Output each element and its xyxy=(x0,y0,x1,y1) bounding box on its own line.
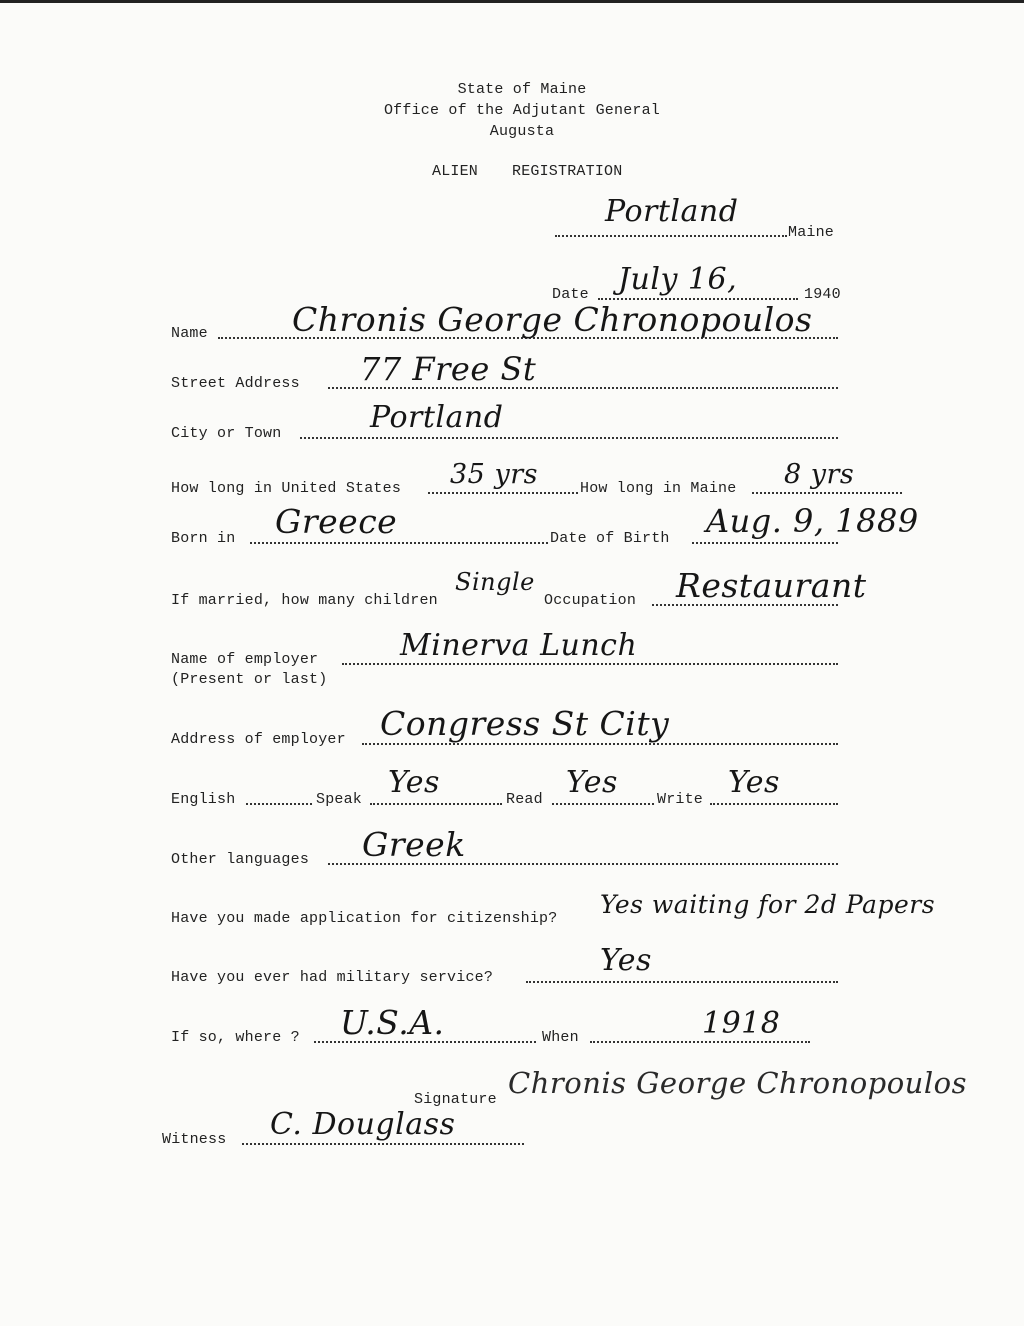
speak-value: Yes xyxy=(388,765,440,800)
born-in-label: Born in xyxy=(171,530,236,547)
witness-dots xyxy=(242,1143,524,1145)
date-value: July 16, xyxy=(618,262,738,297)
read-dots xyxy=(552,803,654,805)
header-state: State of Maine xyxy=(457,81,587,98)
how-long-maine-value: 8 yrs xyxy=(784,459,855,490)
date-year: 1940 xyxy=(804,286,841,303)
where-value: U.S.A. xyxy=(340,1003,445,1042)
place-value: Portland xyxy=(605,194,739,229)
write-value: Yes xyxy=(728,765,780,800)
military-value: Yes xyxy=(600,943,652,978)
how-long-maine-label: How long in Maine xyxy=(580,480,737,497)
name-label: Name xyxy=(171,325,208,342)
city-dots xyxy=(300,437,838,439)
citizenship-value: Yes waiting for 2d Papers xyxy=(600,890,936,919)
children-label: If married, how many children xyxy=(171,592,438,609)
born-in-value: Greece xyxy=(275,502,398,541)
date-label: Date xyxy=(552,286,589,303)
date-of-birth-value: Aug. 9, 1889 xyxy=(706,502,919,540)
when-dots xyxy=(590,1041,810,1043)
signature-value: Chronis George Chronopoulos xyxy=(508,1066,967,1100)
form-title-registration: REGISTRATION xyxy=(512,163,623,180)
employer-address-dots xyxy=(362,743,838,745)
place-dots xyxy=(555,235,787,237)
signature-label: Signature xyxy=(414,1091,497,1108)
other-languages-label: Other languages xyxy=(171,851,310,868)
write-label: Write xyxy=(657,791,704,808)
employer-value: Minerva Lunch xyxy=(400,628,638,663)
street-value: 77 Free St xyxy=(360,350,537,388)
occupation-value: Restaurant xyxy=(676,566,867,605)
read-label: Read xyxy=(506,791,543,808)
how-long-us-dots xyxy=(428,492,578,494)
when-value: 1918 xyxy=(702,1006,781,1041)
military-label: Have you ever had military service? xyxy=(171,969,494,986)
other-languages-value: Greek xyxy=(362,825,466,864)
employer-label: Name of employer xyxy=(171,651,319,668)
english-dots xyxy=(246,803,312,805)
date-of-birth-dots xyxy=(692,542,838,544)
write-dots xyxy=(710,803,838,805)
how-long-us-label: How long in United States xyxy=(171,480,402,497)
header-office: Office of the Adjutant General xyxy=(383,102,661,119)
born-in-dots xyxy=(250,542,548,544)
city-value: Portland xyxy=(370,400,504,435)
header-city: Augusta xyxy=(489,123,555,140)
place-suffix: Maine xyxy=(788,224,835,241)
where-label: If so, where ? xyxy=(171,1029,300,1046)
name-value: Chronis George Chronopoulos xyxy=(292,300,813,339)
street-label: Street Address xyxy=(171,375,300,392)
occupation-label: Occupation xyxy=(544,592,637,609)
how-long-us-value: 35 yrs xyxy=(450,459,538,490)
witness-label: Witness xyxy=(162,1131,227,1148)
citizenship-label: Have you made application for citizenship? xyxy=(171,910,558,927)
form-title-alien: ALIEN xyxy=(432,163,479,180)
speak-dots xyxy=(370,803,502,805)
when-label: When xyxy=(542,1029,579,1046)
witness-value: C. Douglass xyxy=(270,1107,456,1142)
military-dots xyxy=(526,981,838,983)
children-value: Single xyxy=(455,568,535,596)
english-label: English xyxy=(171,791,236,808)
speak-label: Speak xyxy=(316,791,363,808)
employer-address-label: Address of employer xyxy=(171,731,346,748)
how-long-maine-dots xyxy=(752,492,902,494)
employer-label-note: (Present or last) xyxy=(171,671,328,688)
employer-address-value: Congress St City xyxy=(380,704,670,743)
employer-dots xyxy=(342,663,838,665)
date-of-birth-label: Date of Birth xyxy=(550,530,670,547)
read-value: Yes xyxy=(566,765,618,800)
city-label: City or Town xyxy=(171,425,282,442)
